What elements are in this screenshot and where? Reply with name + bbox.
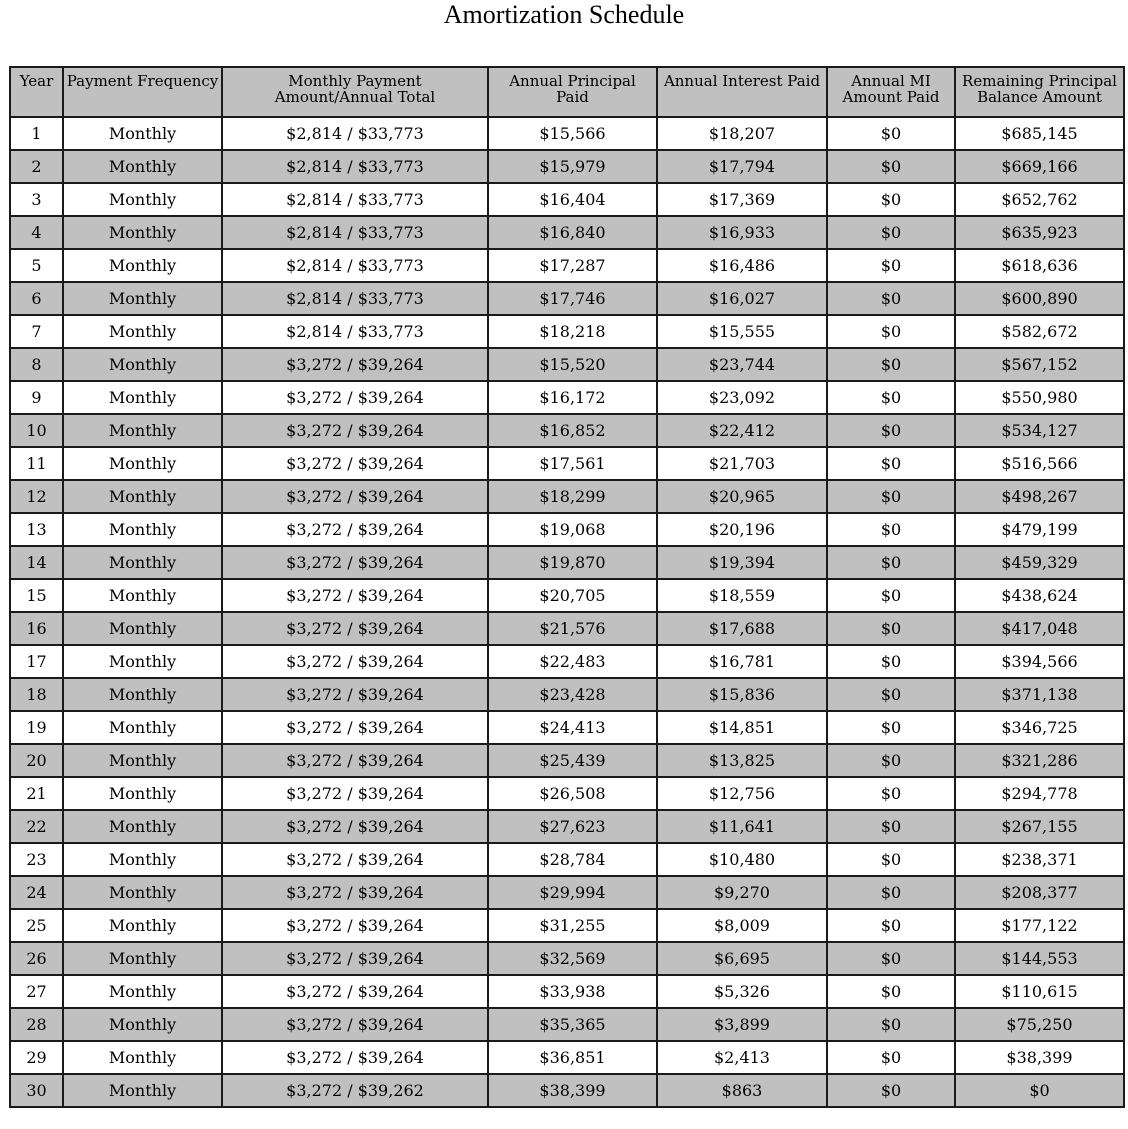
cell-annual-interest: $20,965 [657, 480, 827, 513]
cell-monthly-payment: $3,272 / $39,264 [222, 414, 488, 447]
table-row [10, 480, 1124, 513]
cell-annual-interest: $9,270 [657, 876, 827, 909]
table-row [10, 150, 1124, 183]
cell-payment-frequency: Monthly [63, 546, 222, 579]
cell-annual-mi: $0 [827, 777, 955, 810]
cell-annual-principal: $15,566 [488, 117, 657, 150]
cell-annual-mi: $0 [827, 744, 955, 777]
cell-remaining-balance: $438,624 [955, 579, 1124, 612]
cell-monthly-payment: $3,272 / $39,264 [222, 381, 488, 414]
column-header-year [10, 67, 63, 117]
table-row [10, 777, 1124, 810]
cell-annual-mi: $0 [827, 282, 955, 315]
cell-remaining-balance: $685,145 [955, 117, 1124, 150]
cell-monthly-payment: $3,272 / $39,264 [222, 777, 488, 810]
cell-annual-mi: $0 [827, 414, 955, 447]
cell-annual-interest: $10,480 [657, 843, 827, 876]
column-header-annual-interest [657, 67, 827, 117]
cell-remaining-balance: $208,377 [955, 876, 1124, 909]
table-row [10, 843, 1124, 876]
cell-year: 8 [10, 348, 63, 381]
cell-annual-interest: $14,851 [657, 711, 827, 744]
cell-annual-principal: $16,852 [488, 414, 657, 447]
cell-annual-principal: $17,746 [488, 282, 657, 315]
cell-year: 28 [10, 1008, 63, 1041]
cell-annual-mi: $0 [827, 1008, 955, 1041]
cell-remaining-balance: $516,566 [955, 447, 1124, 480]
cell-annual-mi: $0 [827, 381, 955, 414]
cell-annual-interest: $12,756 [657, 777, 827, 810]
cell-remaining-balance: $498,267 [955, 480, 1124, 513]
cell-annual-mi: $0 [827, 843, 955, 876]
table-row [10, 645, 1124, 678]
cell-monthly-payment: $3,272 / $39,264 [222, 513, 488, 546]
cell-monthly-payment: $3,272 / $39,264 [222, 546, 488, 579]
table-row [10, 315, 1124, 348]
cell-annual-interest: $17,369 [657, 183, 827, 216]
cell-annual-mi: $0 [827, 942, 955, 975]
cell-year: 21 [10, 777, 63, 810]
cell-payment-frequency: Monthly [63, 249, 222, 282]
column-header-label: Annual MI Amount Paid [842, 72, 940, 106]
cell-remaining-balance: $38,399 [955, 1041, 1124, 1074]
column-header-annual-principal [488, 67, 657, 117]
cell-annual-principal: $19,068 [488, 513, 657, 546]
cell-monthly-payment: $3,272 / $39,264 [222, 975, 488, 1008]
cell-annual-principal: $33,938 [488, 975, 657, 1008]
cell-annual-principal: $16,172 [488, 381, 657, 414]
cell-year: 19 [10, 711, 63, 744]
cell-annual-interest: $5,326 [657, 975, 827, 1008]
cell-monthly-payment: $2,814 / $33,773 [222, 282, 488, 315]
cell-remaining-balance: $652,762 [955, 183, 1124, 216]
column-header-label: Payment Frequency [66, 72, 219, 90]
table-row [10, 678, 1124, 711]
cell-remaining-balance: $110,615 [955, 975, 1124, 1008]
cell-year: 2 [10, 150, 63, 183]
cell-year: 22 [10, 810, 63, 843]
cell-monthly-payment: $2,814 / $33,773 [222, 249, 488, 282]
cell-annual-mi: $0 [827, 183, 955, 216]
cell-payment-frequency: Monthly [63, 348, 222, 381]
cell-annual-principal: $25,439 [488, 744, 657, 777]
cell-payment-frequency: Monthly [63, 579, 222, 612]
cell-year: 9 [10, 381, 63, 414]
cell-annual-principal: $15,979 [488, 150, 657, 183]
cell-annual-mi: $0 [827, 447, 955, 480]
cell-year: 18 [10, 678, 63, 711]
cell-annual-interest: $22,412 [657, 414, 827, 447]
cell-annual-principal: $24,413 [488, 711, 657, 744]
cell-annual-principal: $29,994 [488, 876, 657, 909]
cell-remaining-balance: $635,923 [955, 216, 1124, 249]
cell-remaining-balance: $534,127 [955, 414, 1124, 447]
cell-annual-principal: $18,299 [488, 480, 657, 513]
column-header-remaining-balance [955, 67, 1124, 117]
cell-annual-interest: $8,009 [657, 909, 827, 942]
cell-annual-interest: $6,695 [657, 942, 827, 975]
cell-year: 5 [10, 249, 63, 282]
cell-remaining-balance: $479,199 [955, 513, 1124, 546]
cell-annual-interest: $15,555 [657, 315, 827, 348]
column-header-monthly-payment [222, 67, 488, 117]
table-row [10, 1008, 1124, 1041]
cell-annual-principal: $28,784 [488, 843, 657, 876]
column-header-label: Year [19, 72, 54, 90]
cell-annual-interest: $16,486 [657, 249, 827, 282]
table-row [10, 282, 1124, 315]
cell-annual-mi: $0 [827, 909, 955, 942]
table-row [10, 711, 1124, 744]
cell-year: 7 [10, 315, 63, 348]
cell-remaining-balance: $267,155 [955, 810, 1124, 843]
cell-payment-frequency: Monthly [63, 975, 222, 1008]
table-row [10, 414, 1124, 447]
cell-year: 6 [10, 282, 63, 315]
cell-year: 11 [10, 447, 63, 480]
cell-annual-mi: $0 [827, 645, 955, 678]
cell-monthly-payment: $3,272 / $39,264 [222, 480, 488, 513]
cell-year: 15 [10, 579, 63, 612]
cell-annual-principal: $27,623 [488, 810, 657, 843]
column-header-label: Remaining Principal Balance Amount [962, 72, 1117, 106]
table-row [10, 381, 1124, 414]
column-header-label: Monthly Payment Amount/Annual Total [274, 72, 436, 106]
table-row [10, 744, 1124, 777]
cell-year: 29 [10, 1041, 63, 1074]
cell-annual-principal: $38,399 [488, 1074, 657, 1107]
cell-remaining-balance: $321,286 [955, 744, 1124, 777]
cell-monthly-payment: $3,272 / $39,262 [222, 1074, 488, 1107]
cell-year: 10 [10, 414, 63, 447]
cell-remaining-balance: $567,152 [955, 348, 1124, 381]
cell-year: 1 [10, 117, 63, 150]
cell-annual-mi: $0 [827, 1074, 955, 1107]
table-row [10, 513, 1124, 546]
column-header-payment-frequency [63, 67, 222, 117]
cell-payment-frequency: Monthly [63, 480, 222, 513]
cell-monthly-payment: $3,272 / $39,264 [222, 579, 488, 612]
table-row [10, 249, 1124, 282]
cell-remaining-balance: $75,250 [955, 1008, 1124, 1041]
cell-annual-mi: $0 [827, 612, 955, 645]
cell-monthly-payment: $3,272 / $39,264 [222, 678, 488, 711]
cell-annual-mi: $0 [827, 678, 955, 711]
cell-annual-mi: $0 [827, 480, 955, 513]
cell-annual-principal: $16,404 [488, 183, 657, 216]
cell-year: 24 [10, 876, 63, 909]
cell-annual-interest: $23,744 [657, 348, 827, 381]
cell-annual-interest: $21,703 [657, 447, 827, 480]
cell-remaining-balance: $144,553 [955, 942, 1124, 975]
cell-monthly-payment: $3,272 / $39,264 [222, 909, 488, 942]
cell-year: 12 [10, 480, 63, 513]
cell-year: 27 [10, 975, 63, 1008]
column-header-annual-mi [827, 67, 955, 117]
table-row [10, 975, 1124, 1008]
cell-year: 20 [10, 744, 63, 777]
cell-annual-principal: $32,569 [488, 942, 657, 975]
cell-year: 4 [10, 216, 63, 249]
cell-payment-frequency: Monthly [63, 777, 222, 810]
cell-remaining-balance: $550,980 [955, 381, 1124, 414]
cell-monthly-payment: $3,272 / $39,264 [222, 810, 488, 843]
cell-annual-interest: $17,794 [657, 150, 827, 183]
table-row [10, 876, 1124, 909]
cell-year: 14 [10, 546, 63, 579]
cell-annual-mi: $0 [827, 315, 955, 348]
cell-annual-interest: $2,413 [657, 1041, 827, 1074]
cell-payment-frequency: Monthly [63, 678, 222, 711]
cell-remaining-balance: $0 [955, 1074, 1124, 1107]
cell-annual-interest: $18,559 [657, 579, 827, 612]
cell-annual-interest: $16,781 [657, 645, 827, 678]
cell-monthly-payment: $2,814 / $33,773 [222, 315, 488, 348]
cell-annual-mi: $0 [827, 117, 955, 150]
cell-payment-frequency: Monthly [63, 810, 222, 843]
table-row [10, 579, 1124, 612]
cell-annual-mi: $0 [827, 1041, 955, 1074]
cell-monthly-payment: $3,272 / $39,264 [222, 348, 488, 381]
table-row [10, 942, 1124, 975]
cell-remaining-balance: $669,166 [955, 150, 1124, 183]
cell-annual-interest: $16,027 [657, 282, 827, 315]
cell-monthly-payment: $2,814 / $33,773 [222, 216, 488, 249]
cell-remaining-balance: $417,048 [955, 612, 1124, 645]
cell-annual-interest: $17,688 [657, 612, 827, 645]
cell-year: 30 [10, 1074, 63, 1107]
cell-remaining-balance: $394,566 [955, 645, 1124, 678]
cell-annual-principal: $17,561 [488, 447, 657, 480]
table-row [10, 1041, 1124, 1074]
header-row [10, 67, 1124, 117]
cell-annual-interest: $16,933 [657, 216, 827, 249]
cell-annual-principal: $21,576 [488, 612, 657, 645]
cell-annual-mi: $0 [827, 249, 955, 282]
cell-year: 17 [10, 645, 63, 678]
cell-payment-frequency: Monthly [63, 150, 222, 183]
table-row [10, 216, 1124, 249]
table-row [10, 1074, 1124, 1107]
cell-monthly-payment: $2,814 / $33,773 [222, 183, 488, 216]
table-row [10, 117, 1124, 150]
cell-payment-frequency: Monthly [63, 315, 222, 348]
cell-monthly-payment: $3,272 / $39,264 [222, 447, 488, 480]
cell-annual-principal: $15,520 [488, 348, 657, 381]
cell-annual-mi: $0 [827, 711, 955, 744]
cell-annual-interest: $19,394 [657, 546, 827, 579]
cell-payment-frequency: Monthly [63, 843, 222, 876]
cell-monthly-payment: $3,272 / $39,264 [222, 876, 488, 909]
table-row [10, 909, 1124, 942]
cell-year: 25 [10, 909, 63, 942]
cell-monthly-payment: $3,272 / $39,264 [222, 1008, 488, 1041]
cell-annual-mi: $0 [827, 348, 955, 381]
cell-payment-frequency: Monthly [63, 909, 222, 942]
cell-remaining-balance: $582,672 [955, 315, 1124, 348]
table-row [10, 183, 1124, 216]
cell-monthly-payment: $3,272 / $39,264 [222, 645, 488, 678]
cell-annual-interest: $863 [657, 1074, 827, 1107]
cell-annual-principal: $17,287 [488, 249, 657, 282]
cell-payment-frequency: Monthly [63, 711, 222, 744]
cell-year: 16 [10, 612, 63, 645]
cell-remaining-balance: $177,122 [955, 909, 1124, 942]
table-row [10, 612, 1124, 645]
cell-annual-mi: $0 [827, 150, 955, 183]
cell-payment-frequency: Monthly [63, 1041, 222, 1074]
cell-payment-frequency: Monthly [63, 447, 222, 480]
cell-annual-mi: $0 [827, 546, 955, 579]
cell-annual-mi: $0 [827, 216, 955, 249]
cell-annual-interest: $15,836 [657, 678, 827, 711]
cell-monthly-payment: $3,272 / $39,264 [222, 843, 488, 876]
cell-payment-frequency: Monthly [63, 513, 222, 546]
cell-monthly-payment: $3,272 / $39,264 [222, 744, 488, 777]
cell-annual-principal: $26,508 [488, 777, 657, 810]
table-row [10, 348, 1124, 381]
cell-payment-frequency: Monthly [63, 876, 222, 909]
cell-payment-frequency: Monthly [63, 942, 222, 975]
cell-remaining-balance: $346,725 [955, 711, 1124, 744]
cell-payment-frequency: Monthly [63, 117, 222, 150]
cell-annual-principal: $20,705 [488, 579, 657, 612]
cell-annual-interest: $11,641 [657, 810, 827, 843]
cell-year: 13 [10, 513, 63, 546]
cell-annual-interest: $18,207 [657, 117, 827, 150]
table-row [10, 810, 1124, 843]
cell-annual-mi: $0 [827, 579, 955, 612]
cell-remaining-balance: $371,138 [955, 678, 1124, 711]
cell-annual-interest: $23,092 [657, 381, 827, 414]
cell-annual-mi: $0 [827, 513, 955, 546]
cell-monthly-payment: $3,272 / $39,264 [222, 612, 488, 645]
cell-monthly-payment: $3,272 / $39,264 [222, 1041, 488, 1074]
amortization-table [9, 66, 1125, 1108]
cell-payment-frequency: Monthly [63, 645, 222, 678]
cell-annual-principal: $36,851 [488, 1041, 657, 1074]
cell-annual-mi: $0 [827, 876, 955, 909]
cell-payment-frequency: Monthly [63, 414, 222, 447]
cell-annual-principal: $18,218 [488, 315, 657, 348]
cell-year: 3 [10, 183, 63, 216]
cell-annual-principal: $35,365 [488, 1008, 657, 1041]
cell-annual-principal: $19,870 [488, 546, 657, 579]
cell-annual-principal: $31,255 [488, 909, 657, 942]
cell-remaining-balance: $618,636 [955, 249, 1124, 282]
cell-annual-interest: $3,899 [657, 1008, 827, 1041]
page-title: Amortization Schedule [443, 0, 685, 29]
cell-monthly-payment: $3,272 / $39,264 [222, 711, 488, 744]
cell-annual-mi: $0 [827, 810, 955, 843]
cell-payment-frequency: Monthly [63, 1008, 222, 1041]
cell-payment-frequency: Monthly [63, 612, 222, 645]
cell-remaining-balance: $238,371 [955, 843, 1124, 876]
table-body [10, 117, 1124, 1107]
cell-payment-frequency: Monthly [63, 744, 222, 777]
cell-monthly-payment: $2,814 / $33,773 [222, 150, 488, 183]
cell-annual-mi: $0 [827, 975, 955, 1008]
cell-annual-principal: $16,840 [488, 216, 657, 249]
cell-monthly-payment: $3,272 / $39,264 [222, 942, 488, 975]
column-header-label: Annual Interest Paid [663, 72, 821, 90]
cell-payment-frequency: Monthly [63, 1074, 222, 1107]
cell-payment-frequency: Monthly [63, 216, 222, 249]
table-row [10, 447, 1124, 480]
cell-remaining-balance: $600,890 [955, 282, 1124, 315]
cell-payment-frequency: Monthly [63, 183, 222, 216]
cell-annual-principal: $23,428 [488, 678, 657, 711]
cell-annual-interest: $20,196 [657, 513, 827, 546]
cell-annual-interest: $13,825 [657, 744, 827, 777]
cell-remaining-balance: $294,778 [955, 777, 1124, 810]
cell-monthly-payment: $2,814 / $33,773 [222, 117, 488, 150]
cell-year: 26 [10, 942, 63, 975]
cell-year: 23 [10, 843, 63, 876]
cell-remaining-balance: $459,329 [955, 546, 1124, 579]
cell-payment-frequency: Monthly [63, 282, 222, 315]
column-header-label: Annual Principal Paid [509, 72, 636, 106]
cell-payment-frequency: Monthly [63, 381, 222, 414]
cell-annual-principal: $22,483 [488, 645, 657, 678]
table-row [10, 546, 1124, 579]
